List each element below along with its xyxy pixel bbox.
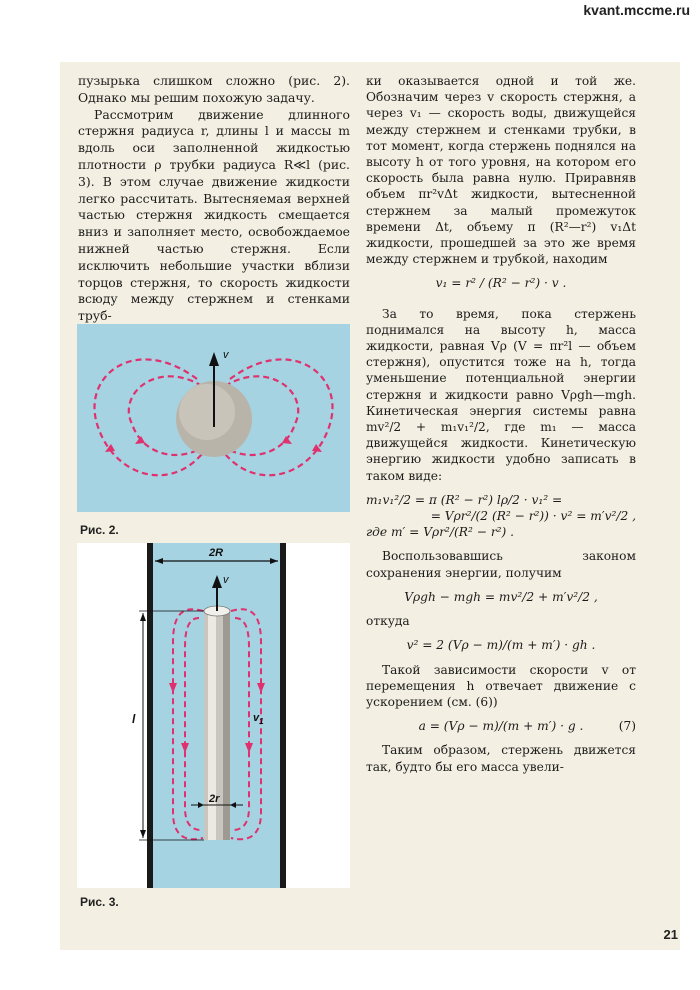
left-paragraph-2: Рассмотрим движение длинного стержня радиуса r, длины l и массы m вдоль оси заполненной жидкостью плотности ρ трубки радиуса R≪l (рис. 3). В этом случае движение жидкости легко рассчитать. Вытесняемая верхней частью стержня жидкость смещается вниз и заполняет место, освобождаемое нижней частью стержня. Если исключить небольшие участки вблизи торцов стержня, то скорость жидкости всюду между стержнем и стенками труб- — [78, 106, 350, 324]
formula-v1: v₁ = r² / (R² − r²) · v . — [435, 276, 567, 291]
equation-number-7: (7) — [618, 719, 636, 734]
fig3-label-l: l — [132, 712, 136, 726]
left-column-text — [78, 73, 350, 325]
figure-2 — [77, 324, 350, 512]
formula-v-squared: v² = 2 (Vρ − m)/(m + m′) · gh . — [406, 638, 596, 653]
formula-m-prime: где m′ = Vρr²/(R² − r²) . — [366, 525, 515, 540]
formula-acceleration-row — [366, 718, 636, 734]
figure-2-caption: Рис. 2. — [80, 523, 119, 537]
formula-kinetic-2: = Vρr²/(2 (R² − r²)) · v² = m′v²/2 , — [430, 509, 636, 524]
right-paragraph-4: откуда — [366, 614, 410, 629]
site-watermark: kvant.mccme.ru — [583, 2, 690, 18]
fig2-label-v: v — [223, 349, 229, 361]
figure-3-caption: Рис. 3. — [80, 895, 119, 909]
figure-3-drawing — [77, 543, 350, 888]
fig3-label-v: v — [223, 574, 229, 586]
right-paragraph-6: Таким образом, стержень движется так, будто бы его масса увели- — [366, 743, 636, 774]
formula-acceleration: a = (Vρ − m)/(m + m′) · g . — [418, 719, 584, 734]
right-paragraph-5: Такой зависимости скорости v от перемещения h отвечает движение с ускорением (см. (6)) — [366, 662, 636, 709]
figure-2-drawing — [77, 324, 350, 512]
fig3-label-2r: 2r — [209, 793, 220, 805]
formula-kinetic-1: m₁v₁²/2 = π (R² − r²) lρ/2 · v₁² = — [366, 492, 563, 507]
right-paragraph-3: Воспользовавшись законом сохранения энергии, получим — [366, 549, 636, 580]
fig3-label-v1-subscript: 1 — [259, 717, 264, 726]
figure-3 — [77, 543, 350, 888]
fig3-label-v1: v — [253, 712, 260, 724]
right-paragraph-1: ки оказывается одной и той же. Обозначим через v скорость стержня, а через v₁ — скорость воды, движущейся между стержнем и стенками трубки, в тот момент, когда стержень поднялся на высоту h от того уровня, на котором его скорость была равна нулю. Приравняв объем πr²vΔt жидкости, вытесненной стержнем за малый промежуток времени Δt, объему π (R²—r²) v₁Δt жидкости, прошедшей за это же время между стержнем и трубкой, находим — [366, 74, 636, 267]
fig3-label-2R: 2R — [209, 547, 224, 559]
right-paragraph-2: За то время, пока стержень поднимался на высоту h, масса жидкости, равная Vρ (V = πr²l — объем стержня), опустится тоже на h, тогда уменьшение потенциальной энергии стержня и жидкости равно Vρgh—mgh. Кинетическая энергия системы равна mv²/2 + m₁v₁²/2, где m₁ — масса движущейся жидкости. Кинетическую энергию жидкости удобно записать в таком виде: — [366, 306, 636, 483]
page-number: 21 — [663, 927, 678, 942]
right-column-text — [366, 73, 636, 775]
formula-energy: Vρgh − mgh = mv²/2 + m′v²/2 , — [404, 589, 598, 604]
left-paragraph-1: пузырька слишком сложно (рис. 2). Однако мы решим похожую задачу. — [78, 73, 350, 105]
